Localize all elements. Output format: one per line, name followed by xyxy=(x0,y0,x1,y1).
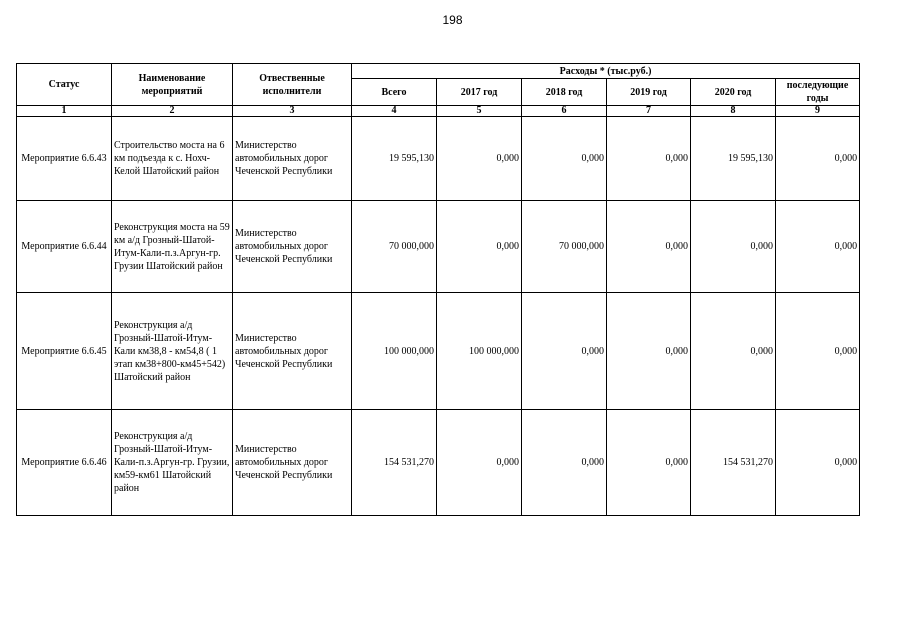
header-name: Наименование мероприятий xyxy=(112,64,233,106)
row-later: 0,000 xyxy=(776,117,860,201)
row-2018: 0,000 xyxy=(522,293,607,410)
table-row xyxy=(17,410,860,516)
column-number: 7 xyxy=(607,106,691,117)
header-later-years: последующие годы xyxy=(776,79,860,106)
header-expenses-group: Расходы * (тыс.руб.) xyxy=(352,64,860,79)
table-row xyxy=(17,293,860,410)
row-2017: 0,000 xyxy=(437,201,522,293)
row-total: 19 595,130 xyxy=(352,117,437,201)
page-number: 198 xyxy=(442,13,463,27)
row-2019: 0,000 xyxy=(607,117,691,201)
expenses-table xyxy=(16,63,860,516)
column-number: 5 xyxy=(437,106,522,117)
column-number: 4 xyxy=(352,106,437,117)
column-number: 9 xyxy=(776,106,860,117)
row-name: Реконструкция моста на 59 км а/д Грозный-Шатой-Итум-Кали-п.з.Аргун-гр. Грузии Шатойский район xyxy=(112,201,233,293)
column-number: 1 xyxy=(17,106,112,117)
row-2017: 100 000,000 xyxy=(437,293,522,410)
row-2018: 0,000 xyxy=(522,410,607,516)
header-executors: Отвественные исполнители xyxy=(233,64,352,106)
header-status: Статус xyxy=(17,64,112,106)
row-2020: 0,000 xyxy=(691,201,776,293)
row-2019: 0,000 xyxy=(607,410,691,516)
row-2018: 70 000,000 xyxy=(522,201,607,293)
table-row xyxy=(17,117,860,201)
row-2017: 0,000 xyxy=(437,410,522,516)
row-2019: 0,000 xyxy=(607,293,691,410)
row-later: 0,000 xyxy=(776,410,860,516)
row-executor: Министерство автомобильных дорог Чеченской Республики xyxy=(233,293,352,410)
column-number: 3 xyxy=(233,106,352,117)
column-number: 2 xyxy=(112,106,233,117)
row-2018: 0,000 xyxy=(522,117,607,201)
row-name: Реконструкция а/д Грозный-Шатой-Итум-Кали-п.з.Аргун-гр. Грузии, км59-км61 Шатойский район xyxy=(112,410,233,516)
header-2019: 2019 год xyxy=(607,79,691,106)
row-2019: 0,000 xyxy=(607,201,691,293)
row-2017: 0,000 xyxy=(437,117,522,201)
header-2018: 2018 год xyxy=(522,79,607,106)
row-status: Мероприятие 6.6.44 xyxy=(17,201,112,293)
row-status: Мероприятие 6.6.43 xyxy=(17,117,112,201)
column-number-row xyxy=(17,106,860,117)
row-2020: 154 531,270 xyxy=(691,410,776,516)
header-2017: 2017 год xyxy=(437,79,522,106)
row-later: 0,000 xyxy=(776,293,860,410)
header-2020: 2020 год xyxy=(691,79,776,106)
row-total: 100 000,000 xyxy=(352,293,437,410)
row-total: 70 000,000 xyxy=(352,201,437,293)
row-executor: Министерство автомобильных дорог Чеченской Республики xyxy=(233,117,352,201)
row-2020: 19 595,130 xyxy=(691,117,776,201)
row-status: Мероприятие 6.6.46 xyxy=(17,410,112,516)
row-executor: Министерство автомобильных дорог Чеченской Республики xyxy=(233,201,352,293)
row-later: 0,000 xyxy=(776,201,860,293)
row-total: 154 531,270 xyxy=(352,410,437,516)
row-2020: 0,000 xyxy=(691,293,776,410)
column-number: 8 xyxy=(691,106,776,117)
header-total: Всего xyxy=(352,79,437,106)
column-number: 6 xyxy=(522,106,607,117)
row-executor: Министерство автомобильных дорог Чеченской Республики xyxy=(233,410,352,516)
row-status: Мероприятие 6.6.45 xyxy=(17,293,112,410)
table-row xyxy=(17,201,860,293)
row-name: Строительство моста на 6 км подъезда к с. Нохч-Келой Шатойский район xyxy=(112,117,233,201)
row-name: Реконструкция а/д Грозный-Шатой-Итум-Кали км38,8 - км54,8 ( 1 этап км38+800-км45+542) Шатойский район xyxy=(112,293,233,410)
